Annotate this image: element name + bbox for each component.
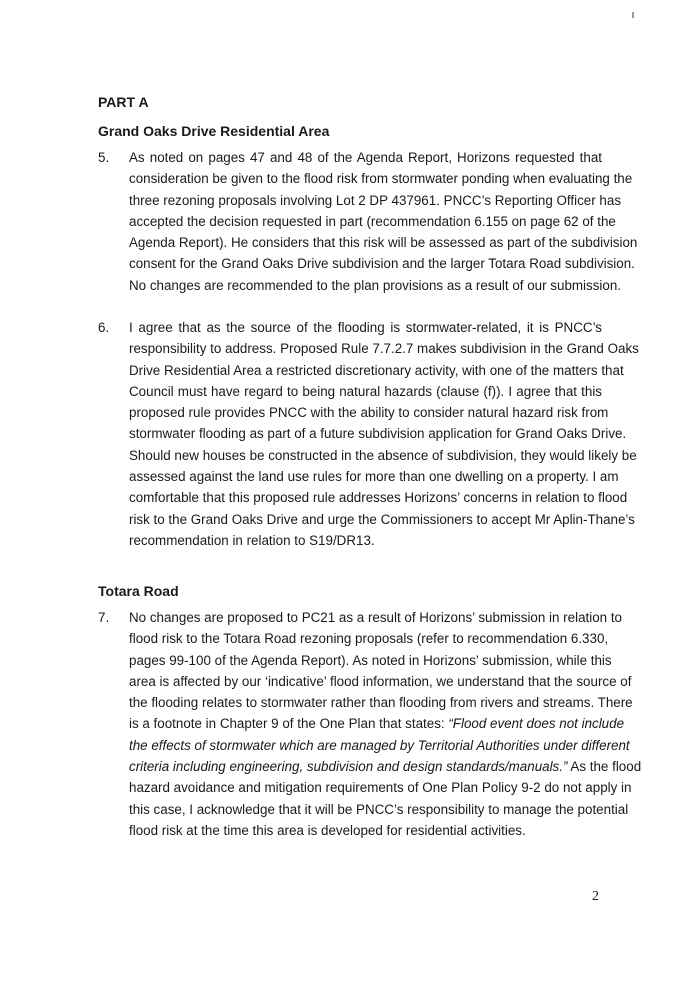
page-number: 2 xyxy=(592,889,599,904)
paragraph-number: 7. xyxy=(98,610,110,625)
text-line: Council must have regard to being natural hazards (clause (f)). I agree that this xyxy=(129,383,602,399)
quote-text: “Flood event does not include xyxy=(448,716,625,732)
text-line: Should new houses be constructed in the absence of subdivision, they would likely be xyxy=(129,447,637,463)
paragraph-number: 5. xyxy=(98,150,110,165)
text-line: responsibility to address. Proposed Rule 7.7.2.7 makes subdivision in the Grand Oaks xyxy=(129,341,639,357)
text-line: the flooding relates to stormwater rather than flooding from rivers and streams. There xyxy=(129,695,633,711)
text-line xyxy=(129,735,630,756)
text-line: Drive Residential Area a restricted discretionary activity, with one of the matters that xyxy=(129,362,624,378)
text-line: Agenda Report). He considers that this risk will be assessed as part of the subdivision xyxy=(129,235,638,251)
quote-text: criteria including engineering, subdivision and design standards/manuals.” xyxy=(129,759,568,775)
text-line: risk to the Grand Oaks Drive and urge the Commissioners to accept Mr Aplin-Thane’s xyxy=(129,511,635,527)
text-line: stormwater flooding as part of a future subdivision application for Grand Oaks Drive. xyxy=(129,426,627,442)
text-line: flood risk to the Totara Road rezoning proposals (refer to recommendation 6.330, xyxy=(129,631,609,647)
text-line: three rezoning proposals involving Lot 2 DP 437961. PNCC’s Reporting Officer has xyxy=(129,192,622,208)
text-line xyxy=(129,713,625,734)
text-line: pages 99-100 of the Agenda Report). As noted in Horizons’ submission, while this xyxy=(129,652,612,668)
paragraph-number: 6. xyxy=(98,320,110,335)
text-line: consent for the Grand Oaks Drive subdivision and the larger Totara Road subdivision. xyxy=(129,256,635,272)
text-line: recommendation in relation to S19/DR13. xyxy=(129,532,375,548)
text-line: accepted the decision requested in part (recommendation 6.155 on page 62 of the xyxy=(129,213,616,229)
text-line: comfortable that this proposed rule addresses Horizons’ concerns in relation to flood xyxy=(129,490,628,506)
text-line xyxy=(129,756,642,777)
part-title: PART A xyxy=(98,94,149,110)
text-line: hazard avoidance and mitigation requirements of One Plan Policy 9-2 do not apply in xyxy=(129,780,632,796)
text-run: is a footnote in Chapter 9 of the One Plan that states: xyxy=(129,716,449,732)
text-run: As the flood xyxy=(567,759,642,775)
text-line: this case, I acknowledge that it will be PNCC’s responsibility to manage the potential xyxy=(129,801,629,817)
text-line: area is affected by our ‘indicative’ flood information, we understand that the source of xyxy=(129,673,632,689)
paragraph-text xyxy=(129,147,638,296)
text-line: I agree that as the source of the flooding is stormwater-related, it is PNCC’s xyxy=(129,320,602,335)
text-line: consideration be given to the flood risk from stormwater ponding when evaluating the xyxy=(129,171,633,187)
text-line: assessed against the land use rules for more than one dwelling on a property. I am xyxy=(129,469,619,485)
section-title-grand-oaks: Grand Oaks Drive Residential Area xyxy=(98,123,330,139)
paragraph-text xyxy=(129,607,642,841)
text-line: As noted on pages 47 and 48 of the Agenda Report, Horizons requested that xyxy=(129,150,602,165)
section-title-totara-road: Totara Road xyxy=(98,583,179,599)
text-line: proposed rule provides PNCC with the ability to consider natural hazard risk from xyxy=(129,405,609,421)
scan-mark xyxy=(632,12,634,18)
text-line: flood risk at the time this area is developed for residential activities. xyxy=(129,822,526,838)
text-line: No changes are recommended to the plan provisions as a result of our submission. xyxy=(129,277,621,293)
quote-text: the effects of stormwater which are managed by Territorial Authorities under different xyxy=(129,737,630,753)
text-line: No changes are proposed to PC21 as a result of Horizons’ submission in relation to xyxy=(129,610,622,625)
paragraph-text xyxy=(129,317,639,551)
